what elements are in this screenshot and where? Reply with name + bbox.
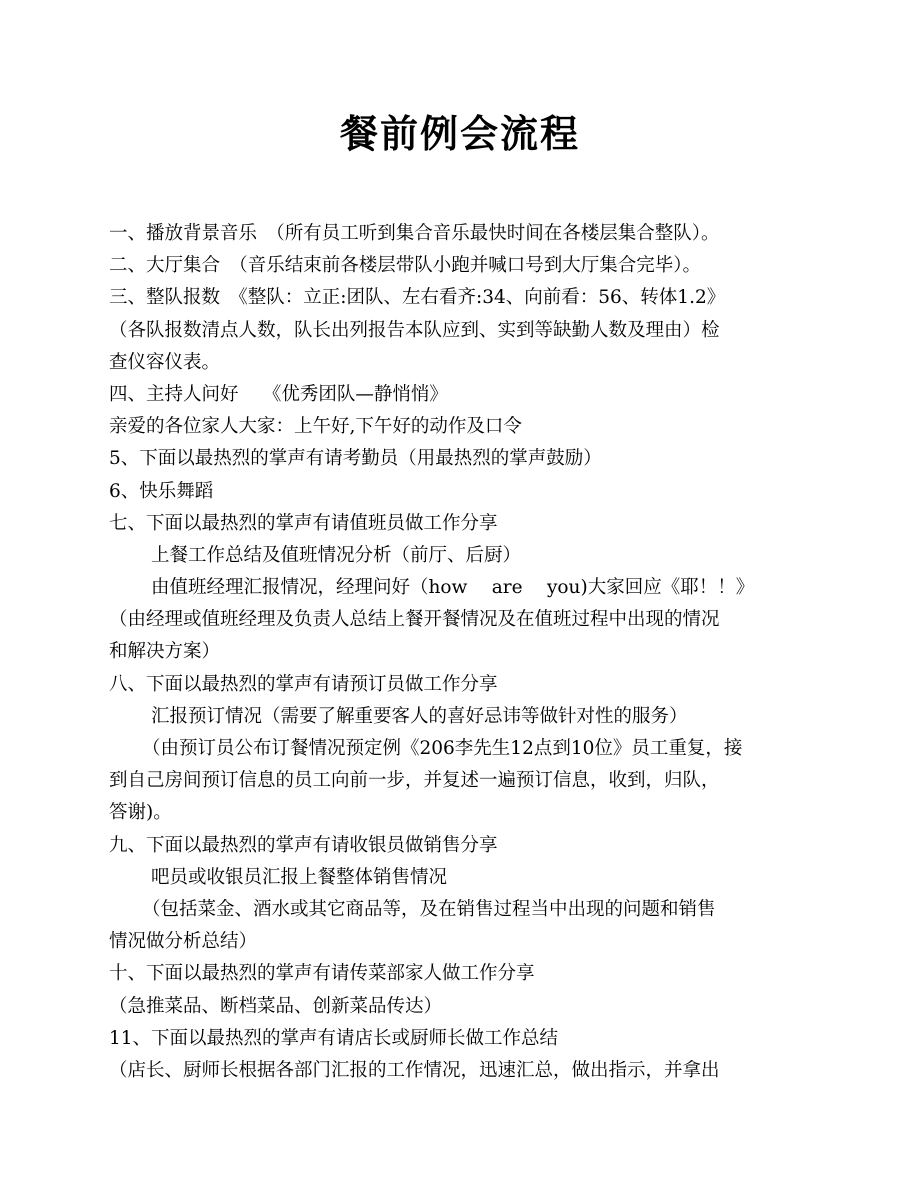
step-8-detail-line: 到自己房间预订信息的员工向前一步，并复述一遍预订信息，收到，归队， — [109, 770, 720, 792]
step-4-line: 四、主持人问好 《优秀团队—静悄悄》 — [109, 383, 448, 405]
document-body — [109, 218, 809, 1087]
step-8-line: 八、下面以最热烈的掌声有请预订员做工作分享 — [109, 673, 498, 695]
step-11-detail-line: （店长、厨师长根据各部门汇报的工作情况，迅速汇总，做出指示，并拿出 — [109, 1059, 720, 1081]
step-9-detail-line: 情况做分析总结） — [109, 931, 258, 953]
step-10-line: 十、下面以最热烈的掌声有请传菜部家人做工作分享 — [109, 963, 535, 985]
step-6-line: 6、快乐舞蹈 — [109, 480, 214, 502]
step-9-detail-line: （包括菜金、酒水或其它商品等，及在销售过程当中出现的问题和销售 — [142, 898, 716, 920]
step-8-detail-line: 答谢)。 — [109, 802, 172, 824]
step-3-detail-line: （各队报数清点人数，队长出列报告本队应到、实到等缺勤人数及理由）检 — [109, 319, 720, 341]
step-7-detail-line: 和解决方案） — [109, 641, 221, 663]
step-8-detail-line: 汇报预订情况（需要了解重要客人的喜好忌讳等做针对性的服务） — [151, 705, 688, 727]
step-7-detail-line: 上餐工作总结及值班情况分析（前厅、后厨） — [151, 544, 522, 566]
step-7-detail-line: 由值班经理汇报情况，经理问好（how are you)大家回应《耶！！》 — [151, 577, 755, 599]
step-11-line: 11、下面以最热烈的掌声有请店长或厨师长做工作总结 — [109, 1027, 559, 1049]
step-5-line: 5、下面以最热烈的掌声有请考勤员（用最热烈的掌声鼓励） — [109, 448, 602, 470]
step-2-line: 二、大厅集合 （音乐结束前各楼层带队小跑并喊口号到大厅集合完毕）。 — [109, 255, 702, 277]
step-7-detail-line: （由经理或值班经理及负责人总结上餐开餐情况及在值班过程中出现的情况 — [109, 609, 720, 631]
step-8-detail-line: （由预订员公布订餐情况预定例《206李先生12点到10位》员工重复，接 — [142, 738, 743, 759]
step-9-detail-line: 吧员或收银员汇报上餐整体销售情况 — [151, 866, 448, 888]
step-3-line: 三、整队报数 《整队：立正:团队、左右看齐:34、向前看：56、转体1.2》 — [109, 287, 726, 309]
document-title: 餐前例会流程 — [339, 111, 580, 156]
step-7-line: 七、下面以最热烈的掌声有请值班员做工作分享 — [109, 512, 498, 534]
step-10-detail-line: （急推菜品、断档菜品、创新菜品传达） — [109, 995, 443, 1017]
step-1-line: 一、播放背景音乐 （所有员工听到集合音乐最快时间在各楼层集合整队）。 — [109, 223, 720, 244]
step-4-detail-line: 亲爱的各位家人大家：上午好,下午好的动作及口令 — [109, 416, 522, 438]
step-3-detail-line: 查仪容仪表。 — [109, 351, 221, 373]
step-9-line: 九、下面以最热烈的掌声有请收银员做销售分享 — [109, 834, 498, 856]
